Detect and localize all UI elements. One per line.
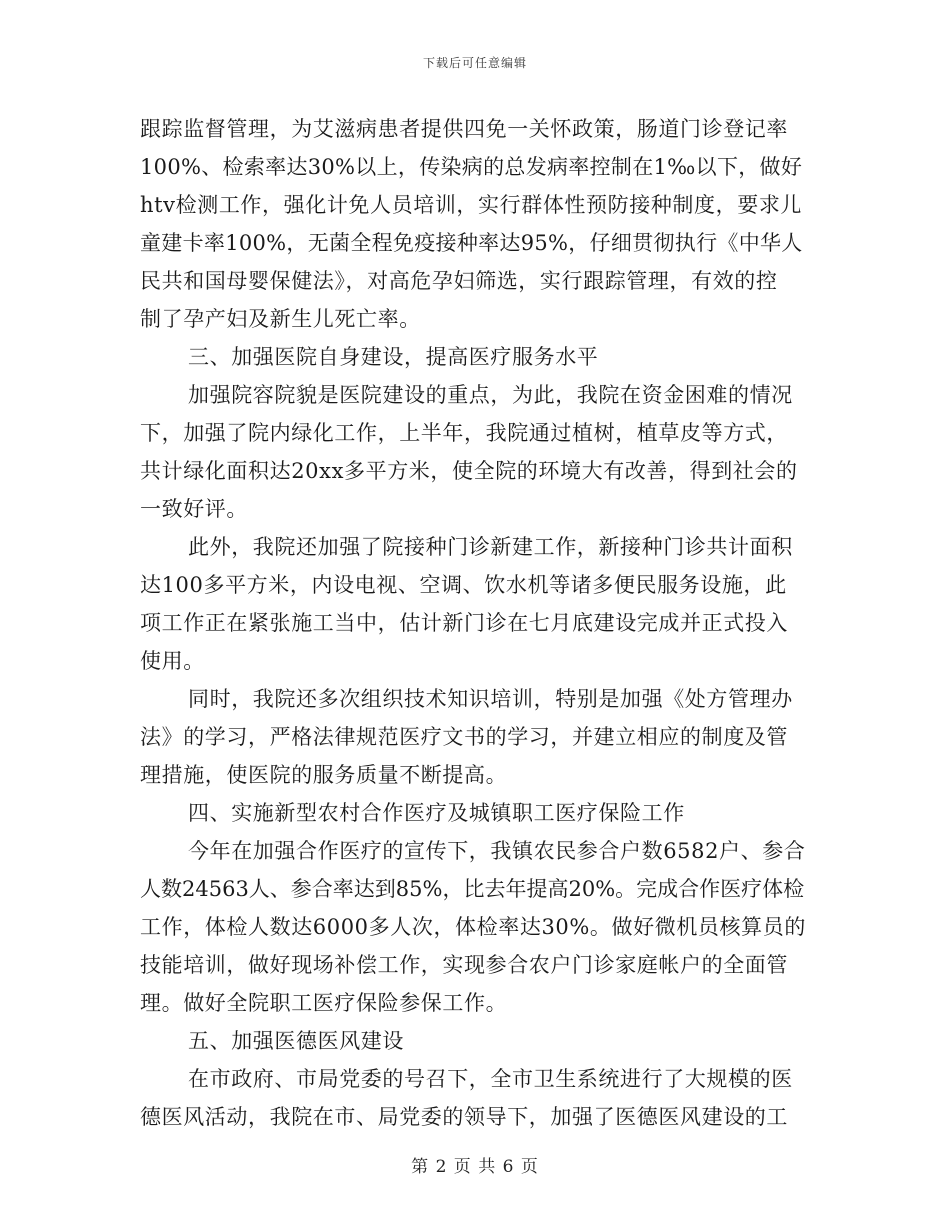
text-line: 跟踪监督管理，为艾滋病患者提供四免一关怀政策，肠道门诊登记率	[140, 117, 788, 141]
text-line: 四、实施新型农村合作医疗及城镇职工医疗保险工作	[188, 801, 685, 825]
text-line: 德医风活动，我院在市、局党委的领导下，加强了医德医风建设的工	[140, 1105, 788, 1129]
text-line: 法》的学习，严格法律规范医疗文书的学习，并建立相应的制度及管	[140, 725, 788, 749]
text-line: 100%、检索率达30%以上，传染病的总发病率控制在1‰以下，做好	[140, 155, 803, 179]
text-line: 理措施，使医院的服务质量不断提高。	[140, 763, 508, 787]
text-line: 五、加强医德医风建设	[188, 1029, 404, 1053]
text-line: 理。做好全院职工医疗保险参保工作。	[140, 991, 508, 1015]
page-header-note: 下载后可任意编辑	[422, 56, 527, 70]
text-line: 一致好评。	[140, 497, 248, 521]
text-line: 使用。	[140, 649, 205, 673]
text-line: 在市政府、市局党委的号召下，全市卫生系统进行了大规模的医	[188, 1067, 793, 1091]
text-line: 技能培训，做好现场补偿工作，实现参合农户门诊家庭帐户的全面管	[140, 953, 788, 977]
text-line: htv检测工作，强化计免人员培训，实行群体性预防接种制度，要求儿	[140, 193, 803, 217]
text-line: 同时，我院还多次组织技术知识培训，特别是加强《处方管理办	[188, 687, 793, 711]
text-line: 共计绿化面积达20xx多平方米，使全院的环境大有改善，得到社会的	[140, 459, 798, 483]
text-line: 三、加强医院自身建设，提高医疗服务水平	[188, 345, 599, 369]
text-line: 工作，体检人数达6000多人次，体检率达30%。做好微机员核算员的	[140, 915, 806, 939]
text-line: 加强院容院貌是医院建设的重点，为此，我院在资金困难的情况	[188, 383, 793, 407]
text-line: 民共和国母婴保健法》，对高危孕妇筛选，实行跟踪管理，有效的控	[140, 269, 778, 293]
document-body	[140, 110, 810, 1136]
page-number-footer: 第 2 页 共 6 页	[411, 1157, 539, 1177]
text-line: 制了孕产妇及新生儿死亡率。	[140, 307, 421, 331]
text-line: 人数24563人、参合率达到85%，比去年提高20%。完成合作医疗体检	[140, 877, 805, 901]
text-line: 此外，我院还加强了院接种门诊新建工作，新接种门诊共计面积	[188, 535, 793, 559]
text-line: 下，加强了院内绿化工作，上半年，我院通过植树，植草皮等方式，	[140, 421, 788, 445]
text-line: 童建卡率100%，无菌全程免疫接种率达95%，仔细贯彻执行《中华人	[140, 231, 803, 255]
text-line: 今年在加强合作医疗的宣传下，我镇农民参合户数6582户、参合	[188, 839, 806, 863]
text-line: 项工作正在紧张施工当中，估计新门诊在七月底建设完成并正式投入	[140, 611, 788, 635]
text-line: 达100多平方米，内设电视、空调、饮水机等诸多便民服务设施，此	[140, 573, 787, 597]
